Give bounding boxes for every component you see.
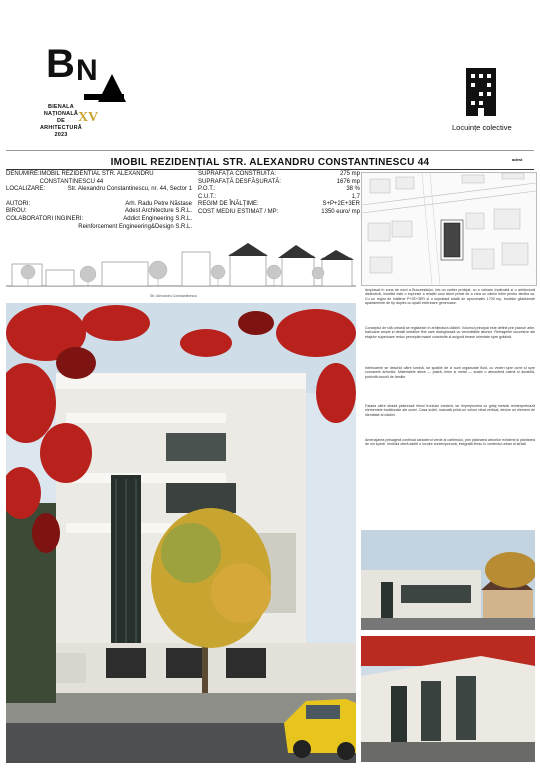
project-title: IMOBIL REZIDENȚIAL STR. ALEXANDRU CONSTANTINESCU 44 xyxy=(110,157,430,168)
project-info-right xyxy=(198,171,360,217)
description-paragraph: Conceptul de vilă urbană se regăsește în arhitectura clădirii. Volumul principal este definit prin planuri albe, balcoane ample și detalii metalice fine care dialoghează cu vecinătățile istorice. Retragerile succesive ale etajelor superioare reduc percepția masei construite și asigură terase orientate spre grădină. xyxy=(365,326,535,339)
project-info-left xyxy=(6,171,192,231)
info-row: C.U.T.: 1,7 xyxy=(198,193,360,200)
description-paragraph: Amenajarea peisageră continuă caracterul verde al cartierului, prin păstrarea arborilor existenți și plantarea de noi specii. Imobilul oferă astfel o locuire contemporană, integrată firesc în contextul urban al străzii. xyxy=(365,438,535,447)
info-row: AUTORI: Arh. Radu Petre Năstase xyxy=(6,200,192,207)
description-paragraph: Amplasat în zona de nord a Bucureștiului, într-un cartier protejat, cu o valoare încărcată și o arhitectură distinctivă, imobilul este o expresie a relației unui client privat de a crea un cămin intim pentru familia sa. Cu un regim de înălțime P+2E+3ER și o suprafață totală de aproximativ 1700 mp, imobilul găzduiește apartamente de tip duplex cu spații exterioare generoase. xyxy=(365,288,535,305)
info-row: SUPRAFAȚĂ CONSTRUITĂ: 275 mp xyxy=(198,171,360,177)
building-icon xyxy=(466,68,496,116)
info-row: Reinforcement Engineering&Design S.R.L. xyxy=(78,223,192,230)
detail-photo-2 xyxy=(361,636,535,762)
site-plan-drawing xyxy=(361,172,537,286)
biennale-title: BIENALA NAȚIONALĂ DE ARHITECTURĂ 2023 xyxy=(40,104,82,138)
detail-photo-1 xyxy=(361,530,535,630)
description-paragraph: Interioarele se deschid către lumină, iar spațiile de zi sunt organizate fluid, cu vederi spre curte și spre coroanele arborilor. Materialele alese — piatră, lemn și metal — susțin o atmosferă calmă și durabilă, potrivită locuirii de familie. xyxy=(365,366,535,379)
description-paragraph: Fațada către stradă păstrează ritmul frontului existent, iar împrejmuirea cu grilaj metalic reinterpretează elementele tradiționale ale zonei. Casa scării, marcată printr-un volum vitrat vertical, devine un element de identitate al clădirii. xyxy=(365,404,535,417)
category-label: Locuințe colective xyxy=(452,123,512,132)
info-row: COST MEDIU ESTIMAT / MP: 1350 euro/ mp xyxy=(198,208,360,215)
street-elevation-drawing xyxy=(6,240,356,295)
main-facade-photo xyxy=(6,303,356,763)
info-row: P.O.T.: 38 % xyxy=(198,186,360,193)
small-bna-logo: adest xyxy=(512,157,523,162)
edition-number: XV xyxy=(78,110,99,125)
info-row: REGIM DE ÎNĂLȚIME: S+P+2E+3ER xyxy=(198,201,360,208)
bna-logo: B N xyxy=(46,44,116,104)
info-row: BIROU: Adest Architecture S.R.L. xyxy=(6,208,192,215)
divider xyxy=(6,169,534,170)
info-row: SUPRAFAȚĂ DESFĂȘURATĂ: 1676 mp xyxy=(198,178,360,185)
info-row: LOCALIZARE: Str. Alexandru Constantinescu, nr. 44, Sector 1 xyxy=(6,186,192,193)
divider xyxy=(6,150,534,151)
info-row: DENUMIRE: IMOBIL REZIDENTIAL STR. ALEXANDRU CONSTANTINESCU 44 xyxy=(6,171,154,185)
info-row: COLABORATORI INGINERI: Addict Engineering S.R.L. xyxy=(6,215,192,222)
elevation-caption: Str. Alexandru Constantinescu xyxy=(150,294,197,298)
